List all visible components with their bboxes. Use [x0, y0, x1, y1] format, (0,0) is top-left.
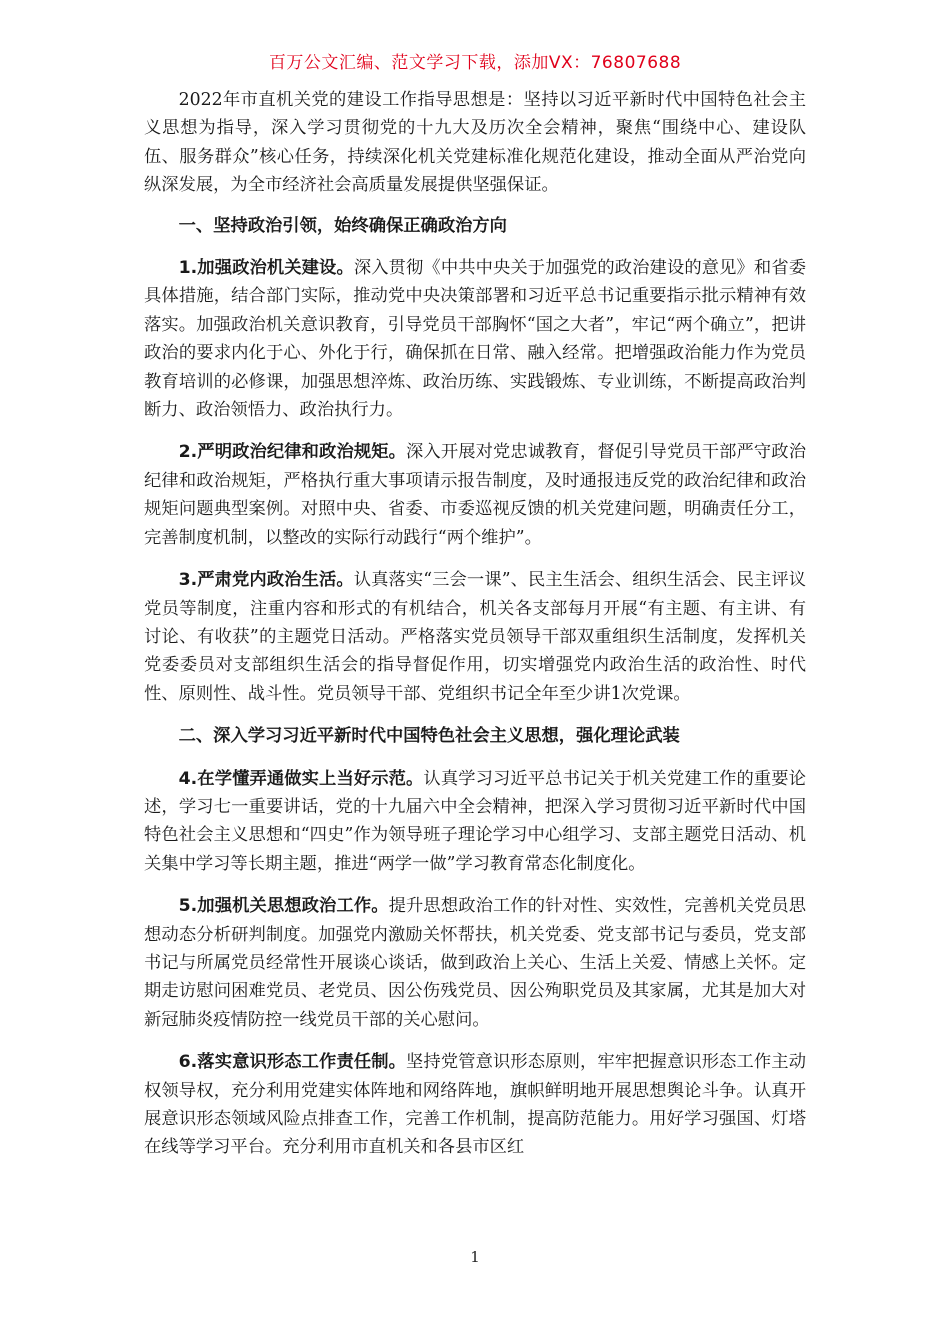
item-paragraph: [144, 892, 806, 1034]
item-body: 认真学习习近平总书记关于机关党建工作的重要论述，学习七一重要讲话，党的十九届六中全会精神，把深入学习贯彻习近平新时代中国特色社会主义思想和“四史”作为领导班子理论学习中心组学习、支部主题党日活动、机关集中学习等长期主题，推进“两学一做”学习教育常态化制度化。: [144, 768, 806, 874]
item-paragraph: [144, 566, 806, 708]
item-title: 3.严肃党内政治生活。: [178, 570, 354, 591]
item-body: 坚持党管意识形态原则，牢牢把握意识形态工作主动权领导权，充分利用党建实体阵地和网络阵地，旗帜鲜明地开展思想舆论斗争。认真开展意识形态领域风险点排查工作，完善工作机制，提高防范能力。用好学习强国、灯塔在线等学习平台。充分利用市直机关和各县市区红: [144, 1052, 806, 1158]
item-body: 深入贯彻《中共中央关于加强党的政治建设的意见》和省委具体措施，结合部门实际，推动党中央决策部署和习近平总书记重要指示批示精神有效落实。加强政治机关意识教育，引导党员干部胸怀“国之大者”，牢记“两个确立”，把讲政治的要求内化于心、外化于行，确保抓在日常、融入经常。把增强政治能力作为党员教育培训的必修课，加强思想淬炼、政治历练、实践锻炼、专业训练，不断提高政治判断力、政治领悟力、政治执行力。: [144, 258, 806, 421]
document-body: [144, 86, 806, 1176]
item-paragraph: [144, 438, 806, 552]
item-paragraph: [144, 254, 806, 424]
section-heading: 二、深入学习习近平新时代中国特色社会主义思想，强化理论武装: [178, 726, 680, 747]
item-title: 4.在学懂弄通做实上当好示范。: [178, 768, 424, 789]
header-banner: 百万公文汇编、范文学习下载，添加VX：76807688: [268, 53, 682, 73]
page-number: 1: [470, 1248, 480, 1266]
item-body: 认真落实“三会一课”、民主生活会、组织生活会、民主评议党员等制度，注重内容和形式的有机结合，机关各支部每月开展“有主题、有主讲、有讨论、有收获”的主题党日活动。严格落实党员领导干部双重组织生活制度，发挥机关党委委员对支部组织生活会的指导督促作用，切实增强党内政治生活的政治性、时代性、原则性、战斗性。党员领导干部、党组织书记全年至少讲1次党课。: [144, 570, 807, 704]
intro-paragraph: 2022年市直机关党的建设工作指导思想是：坚持以习近平新时代中国特色社会主义思想为指导，深入学习贯彻党的十九大及历次全会精神，聚焦“围绕中心、建设队伍、服务群众”核心任务，持续深化机关党建标准化规范化建设，推动全面从严治党向纵深发展，为全市经济社会高质量发展提供坚强保证。: [144, 90, 806, 196]
item-title: 1.加强政治机关建设。: [178, 258, 354, 279]
item-title: 6.落实意识形态工作责任制。: [178, 1052, 407, 1073]
item-body: 深入开展对党忠诚教育，督促引导党员干部严守政治纪律和政治规矩，严格执行重大事项请示报告制度，及时通报违反党的政治纪律和政治规矩问题典型案例。对照中央、省委、市委巡视反馈的机关党建问题，明确责任分工，完善制度机制，以整改的实际行动践行“两个维护”。: [144, 442, 806, 548]
item-body: 提升思想政治工作的针对性、实效性，完善机关党员思想动态分析研判制度。加强党内激励关怀帮扶，机关党委、党支部书记与委员，党支部书记与所属党员经常性开展谈心谈话，做到政治上关心、生活上关爱、情感上关怀。定期走访慰问困难党员、老党员、因公伤残党员、因公殉职党员及其家属，尤其是加大对新冠肺炎疫情防控一线党员干部的关心慰问。: [144, 896, 806, 1030]
item-title: 2.严明政治纪律和政治规矩。: [178, 442, 407, 463]
item-paragraph: [144, 1048, 806, 1162]
item-title: 5.加强机关思想政治工作。: [178, 896, 389, 917]
section-heading: 一、坚持政治引领，始终确保正确政治方向: [178, 215, 507, 236]
item-paragraph: [144, 765, 806, 879]
